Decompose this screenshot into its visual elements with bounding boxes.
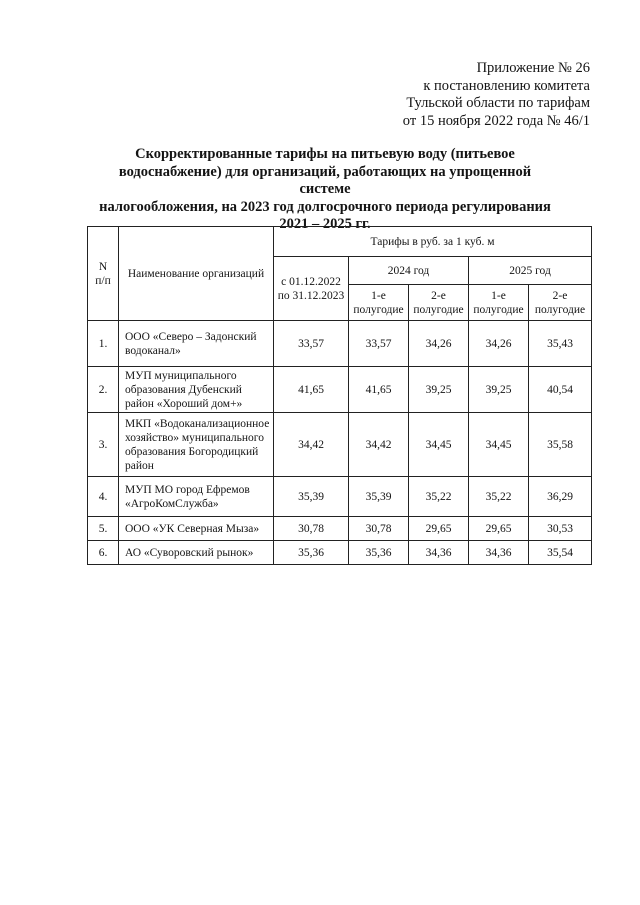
tariff-2023: 41,65 bbox=[274, 367, 349, 413]
header-2025-half1: 1-е полугодие bbox=[469, 285, 529, 321]
tariffs-table bbox=[87, 226, 592, 565]
organization-name-line: МУП муниципального bbox=[125, 369, 237, 382]
tariff-2025-half1: 29,65 bbox=[469, 517, 529, 541]
organization-name bbox=[119, 517, 274, 541]
tariff-2024-half2: 34,45 bbox=[409, 413, 469, 477]
table-body bbox=[88, 321, 592, 565]
tariff-2023: 30,78 bbox=[274, 517, 349, 541]
organization-name bbox=[119, 367, 274, 413]
tariff-2023: 35,39 bbox=[274, 477, 349, 517]
tariff-2024-half1: 41,65 bbox=[349, 367, 409, 413]
row-number: 4. bbox=[88, 477, 119, 517]
header-year-2024: 2024 год bbox=[349, 257, 469, 285]
tariff-2024-half2: 34,26 bbox=[409, 321, 469, 367]
organization-name-line: образования Дубенский bbox=[125, 383, 242, 396]
header-2024-half1: 1-е полугодие bbox=[349, 285, 409, 321]
appendix-line: Тульской области по тарифам bbox=[406, 95, 590, 111]
tariff-2024-half1: 35,36 bbox=[349, 541, 409, 565]
organization-name-line: водоканал» bbox=[125, 344, 181, 357]
tariff-2025-half1: 34,26 bbox=[469, 321, 529, 367]
tariff-2023: 34,42 bbox=[274, 413, 349, 477]
header-organization: Наименование организаций bbox=[119, 227, 274, 321]
title-line: Скорректированные тарифы на питьевую воду (питьевое bbox=[135, 146, 515, 162]
appendix-line: к постановлению комитета bbox=[423, 77, 590, 94]
row-number: 3. bbox=[88, 413, 119, 477]
row-number: 5. bbox=[88, 517, 119, 541]
tariff-2025-half2: 35,43 bbox=[529, 321, 592, 367]
header-2024-half2: 2-е полугодие bbox=[409, 285, 469, 321]
tariff-2024-half2: 29,65 bbox=[409, 517, 469, 541]
table-row bbox=[88, 413, 592, 477]
organization-name-line: образования Богородицкий bbox=[125, 445, 259, 458]
organization-name-line: МУП МО город Ефремов bbox=[125, 483, 250, 496]
tariff-2025-half1: 34,36 bbox=[469, 541, 529, 565]
tariff-2023: 33,57 bbox=[274, 321, 349, 367]
table-row bbox=[88, 477, 592, 517]
title-line: налогообложения, на 2023 год долгосрочного периода регулирования bbox=[99, 198, 551, 215]
document-title bbox=[92, 146, 558, 234]
organization-name bbox=[119, 477, 274, 517]
organization-name-line: МКП «Водоканализационное bbox=[125, 417, 270, 430]
tariff-2023: 35,36 bbox=[274, 541, 349, 565]
organization-name bbox=[119, 413, 274, 477]
table-row bbox=[88, 367, 592, 413]
row-number: 1. bbox=[88, 321, 119, 367]
row-number: 2. bbox=[88, 367, 119, 413]
header-period: с 01.12.2022 по 31.12.2023 bbox=[274, 257, 349, 321]
tariff-2025-half2: 35,58 bbox=[529, 413, 592, 477]
organization-name-line: АО «Суворовский рынок» bbox=[125, 546, 254, 559]
organization-name-line: ООО «УК Северная Мыза» bbox=[125, 522, 260, 535]
header-number: N п/п bbox=[88, 227, 119, 321]
appendix-header bbox=[330, 60, 590, 130]
organization-name-line: район bbox=[125, 459, 154, 472]
tariff-2025-half1: 39,25 bbox=[469, 367, 529, 413]
tariff-2025-half1: 34,45 bbox=[469, 413, 529, 477]
table-row bbox=[88, 517, 592, 541]
table-row bbox=[88, 541, 592, 565]
tariff-2024-half2: 34,36 bbox=[409, 541, 469, 565]
header-tariffs: Тарифы в руб. за 1 куб. м bbox=[274, 227, 592, 257]
organization-name bbox=[119, 541, 274, 565]
tariff-2024-half1: 35,39 bbox=[349, 477, 409, 517]
row-number: 6. bbox=[88, 541, 119, 565]
tariff-2024-half1: 34,42 bbox=[349, 413, 409, 477]
header-2025-half2: 2-е полугодие bbox=[529, 285, 592, 321]
tariff-2024-half1: 33,57 bbox=[349, 321, 409, 367]
table-row bbox=[88, 321, 592, 367]
tariff-2024-half2: 35,22 bbox=[409, 477, 469, 517]
organization-name-line: «АгроКомСлужба» bbox=[125, 497, 219, 510]
tariff-2025-half1: 35,22 bbox=[469, 477, 529, 517]
tariff-2025-half2: 35,54 bbox=[529, 541, 592, 565]
organization-name-line: район «Хороший дом+» bbox=[125, 397, 243, 410]
tariff-2025-half2: 30,53 bbox=[529, 517, 592, 541]
organization-name-line: ООО «Северо – Задонский bbox=[125, 330, 257, 343]
header-year-2025: 2025 год bbox=[469, 257, 592, 285]
appendix-line: Приложение № 26 bbox=[476, 60, 590, 76]
tariff-2024-half2: 39,25 bbox=[409, 367, 469, 413]
title-line: водоснабжение) для организаций, работающих на упрощенной системе bbox=[118, 163, 532, 197]
tariff-2024-half1: 30,78 bbox=[349, 517, 409, 541]
organization-name-line: хозяйство» муниципального bbox=[125, 431, 264, 444]
appendix-line: от 15 ноября 2022 года № 46/1 bbox=[402, 112, 590, 129]
tariff-2025-half2: 40,54 bbox=[529, 367, 592, 413]
title-line: 2021 – 2025 гг. bbox=[279, 216, 371, 232]
organization-name bbox=[119, 321, 274, 367]
table-header bbox=[88, 227, 592, 321]
tariff-2025-half2: 36,29 bbox=[529, 477, 592, 517]
